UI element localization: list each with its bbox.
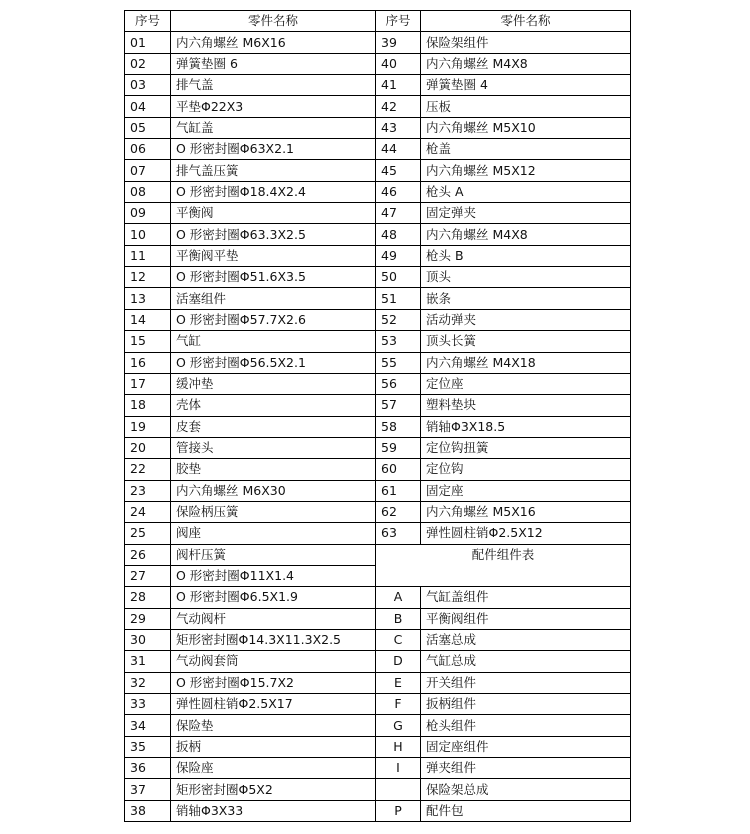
part-number: 15 (125, 331, 171, 352)
assembly-code: E (376, 672, 421, 693)
parts-list-table (124, 10, 631, 822)
part-name: 保险垫 (171, 715, 376, 736)
part-name: O 形密封圈Φ63X2.1 (171, 139, 376, 160)
part-number: 45 (376, 160, 421, 181)
part-name: 气缸盖 (171, 117, 376, 138)
assembly-name: 开关组件 (421, 672, 631, 693)
part-number: 43 (376, 117, 421, 138)
assembly-code (376, 779, 421, 800)
table-row (125, 544, 631, 565)
table-row (125, 779, 631, 800)
part-name: O 形密封圈Φ11X1.4 (171, 565, 376, 586)
part-name: 内六角螺丝 M5X16 (421, 501, 631, 522)
part-number: 22 (125, 459, 171, 480)
table-row (125, 96, 631, 117)
part-number: 38 (125, 800, 171, 821)
part-name: 内六角螺丝 M4X8 (421, 224, 631, 245)
table-row (125, 117, 631, 138)
part-name: 定位座 (421, 373, 631, 394)
part-number: 61 (376, 480, 421, 501)
table-row (125, 715, 631, 736)
part-number: 52 (376, 309, 421, 330)
part-name: O 形密封圈Φ51.6X3.5 (171, 267, 376, 288)
part-name: 枪头 B (421, 245, 631, 266)
part-name: 活塞组件 (171, 288, 376, 309)
part-name: 壳体 (171, 395, 376, 416)
part-name: 固定弹夹 (421, 203, 631, 224)
table-row (125, 758, 631, 779)
table-row (125, 75, 631, 96)
part-name: 阀座 (171, 523, 376, 544)
part-number: 63 (376, 523, 421, 544)
part-name: 活动弹夹 (421, 309, 631, 330)
part-name: 定位钩 (421, 459, 631, 480)
part-name: 枪头 A (421, 181, 631, 202)
header-name-left: 零件名称 (171, 11, 376, 32)
part-number: 41 (376, 75, 421, 96)
part-name: 塑料垫块 (421, 395, 631, 416)
part-name: 顶头 (421, 267, 631, 288)
table-row (125, 694, 631, 715)
table-row (125, 629, 631, 650)
part-number: 25 (125, 523, 171, 544)
part-name: O 形密封圈Φ15.7X2 (171, 672, 376, 693)
header-no-right: 序号 (376, 11, 421, 32)
part-number: 46 (376, 181, 421, 202)
assembly-name: 枪头组件 (421, 715, 631, 736)
assembly-code: A (376, 587, 421, 608)
part-name: O 形密封圈Φ63.3X2.5 (171, 224, 376, 245)
part-name: 排气盖 (171, 75, 376, 96)
table-row (125, 523, 631, 544)
assembly-code: C (376, 629, 421, 650)
table-row (125, 352, 631, 373)
table-row (125, 459, 631, 480)
part-name: 内六角螺丝 M6X16 (171, 32, 376, 53)
assembly-name: 保险架总成 (421, 779, 631, 800)
part-name: 定位钩扭簧 (421, 437, 631, 458)
part-name: 皮套 (171, 416, 376, 437)
part-number: 57 (376, 395, 421, 416)
part-number: 02 (125, 53, 171, 74)
part-number: 59 (376, 437, 421, 458)
part-number: 60 (376, 459, 421, 480)
part-name: 内六角螺丝 M4X8 (421, 53, 631, 74)
table-row (125, 32, 631, 53)
part-number: 47 (376, 203, 421, 224)
part-name: 弹性圆柱销Φ2.5X17 (171, 694, 376, 715)
assembly-code: I (376, 758, 421, 779)
part-number: 13 (125, 288, 171, 309)
part-name: 嵌条 (421, 288, 631, 309)
assembly-name: 固定座组件 (421, 736, 631, 757)
assembly-code: F (376, 694, 421, 715)
part-number: 01 (125, 32, 171, 53)
assembly-name: 活塞总成 (421, 629, 631, 650)
part-name: 弹簧垫圈 6 (171, 53, 376, 74)
part-number: 40 (376, 53, 421, 74)
part-number: 32 (125, 672, 171, 693)
table-row (125, 288, 631, 309)
table-row (125, 587, 631, 608)
assembly-code: G (376, 715, 421, 736)
table-row (125, 608, 631, 629)
part-number: 19 (125, 416, 171, 437)
part-name: 扳柄 (171, 736, 376, 757)
table-row (125, 373, 631, 394)
table-row (125, 309, 631, 330)
table-row (125, 139, 631, 160)
part-name: 矩形密封圈Φ5X2 (171, 779, 376, 800)
part-number: 05 (125, 117, 171, 138)
part-number: 30 (125, 629, 171, 650)
part-name: 保险座 (171, 758, 376, 779)
table-row (125, 267, 631, 288)
part-number: 06 (125, 139, 171, 160)
part-name: 保险柄压簧 (171, 501, 376, 522)
assembly-code: B (376, 608, 421, 629)
table-row (125, 437, 631, 458)
assembly-name: 气缸总成 (421, 651, 631, 672)
part-number: 27 (125, 565, 171, 586)
part-number: 50 (376, 267, 421, 288)
table-row (125, 800, 631, 821)
part-name: 压板 (421, 96, 631, 117)
table-row (125, 672, 631, 693)
part-name: 气动阀套筒 (171, 651, 376, 672)
part-number: 20 (125, 437, 171, 458)
part-number: 14 (125, 309, 171, 330)
assembly-code: P (376, 800, 421, 821)
part-name: 固定座 (421, 480, 631, 501)
part-number: 12 (125, 267, 171, 288)
table-row (125, 501, 631, 522)
part-number: 35 (125, 736, 171, 757)
part-number: 09 (125, 203, 171, 224)
part-number: 28 (125, 587, 171, 608)
header-no-left: 序号 (125, 11, 171, 32)
table-row (125, 160, 631, 181)
part-name: O 形密封圈Φ6.5X1.9 (171, 587, 376, 608)
table-row (125, 480, 631, 501)
part-name: 保险架组件 (421, 32, 631, 53)
part-name: 枪盖 (421, 139, 631, 160)
header-name-right: 零件名称 (421, 11, 631, 32)
part-number: 31 (125, 651, 171, 672)
part-number: 44 (376, 139, 421, 160)
part-name: 内六角螺丝 M6X30 (171, 480, 376, 501)
header-row (125, 11, 631, 32)
assembly-code: H (376, 736, 421, 757)
assembly-name: 弹夹组件 (421, 758, 631, 779)
table-row (125, 331, 631, 352)
part-name: 销轴Φ3X18.5 (421, 416, 631, 437)
part-number: 49 (376, 245, 421, 266)
part-number: 04 (125, 96, 171, 117)
part-name: 管接头 (171, 437, 376, 458)
part-number: 24 (125, 501, 171, 522)
part-name: 阀杆压簧 (171, 544, 376, 565)
part-name: 胶垫 (171, 459, 376, 480)
part-number: 36 (125, 758, 171, 779)
table-row (125, 651, 631, 672)
part-name: O 形密封圈Φ56.5X2.1 (171, 352, 376, 373)
part-name: O 形密封圈Φ57.7X2.6 (171, 309, 376, 330)
part-name: 内六角螺丝 M5X12 (421, 160, 631, 181)
part-name: 平衡阀平垫 (171, 245, 376, 266)
part-number: 58 (376, 416, 421, 437)
part-number: 08 (125, 181, 171, 202)
part-name: 排气盖压簧 (171, 160, 376, 181)
part-number: 23 (125, 480, 171, 501)
table-row (125, 53, 631, 74)
part-name: 矩形密封圈Φ14.3X11.3X2.5 (171, 629, 376, 650)
table-row (125, 395, 631, 416)
part-number: 53 (376, 331, 421, 352)
table-row (125, 224, 631, 245)
part-name: 弹簧垫圈 4 (421, 75, 631, 96)
part-number: 07 (125, 160, 171, 181)
part-number: 55 (376, 352, 421, 373)
assembly-table-title: 配件组件表 (376, 544, 631, 587)
part-name: 弹性圆柱销Φ2.5X12 (421, 523, 631, 544)
part-number: 16 (125, 352, 171, 373)
part-number: 39 (376, 32, 421, 53)
part-number: 11 (125, 245, 171, 266)
part-number: 34 (125, 715, 171, 736)
part-number: 56 (376, 373, 421, 394)
part-number: 48 (376, 224, 421, 245)
table-row (125, 245, 631, 266)
part-number: 42 (376, 96, 421, 117)
part-name: 平垫Φ22X3 (171, 96, 376, 117)
part-name: O 形密封圈Φ18.4X2.4 (171, 181, 376, 202)
assembly-name: 平衡阀组件 (421, 608, 631, 629)
part-number: 29 (125, 608, 171, 629)
assembly-name: 配件包 (421, 800, 631, 821)
part-number: 62 (376, 501, 421, 522)
table-row (125, 416, 631, 437)
part-number: 37 (125, 779, 171, 800)
part-name: 气动阀杆 (171, 608, 376, 629)
part-name: 销轴Φ3X33 (171, 800, 376, 821)
assembly-name: 气缸盖组件 (421, 587, 631, 608)
assembly-name: 扳柄组件 (421, 694, 631, 715)
part-number: 03 (125, 75, 171, 96)
part-number: 10 (125, 224, 171, 245)
table-row (125, 181, 631, 202)
part-number: 18 (125, 395, 171, 416)
assembly-code: D (376, 651, 421, 672)
part-number: 26 (125, 544, 171, 565)
table-row (125, 203, 631, 224)
part-name: 顶头长簧 (421, 331, 631, 352)
part-number: 33 (125, 694, 171, 715)
part-number: 51 (376, 288, 421, 309)
table-row (125, 736, 631, 757)
part-name: 平衡阀 (171, 203, 376, 224)
part-name: 缓冲垫 (171, 373, 376, 394)
part-name: 内六角螺丝 M4X18 (421, 352, 631, 373)
part-name: 内六角螺丝 M5X10 (421, 117, 631, 138)
part-name: 气缸 (171, 331, 376, 352)
part-number: 17 (125, 373, 171, 394)
